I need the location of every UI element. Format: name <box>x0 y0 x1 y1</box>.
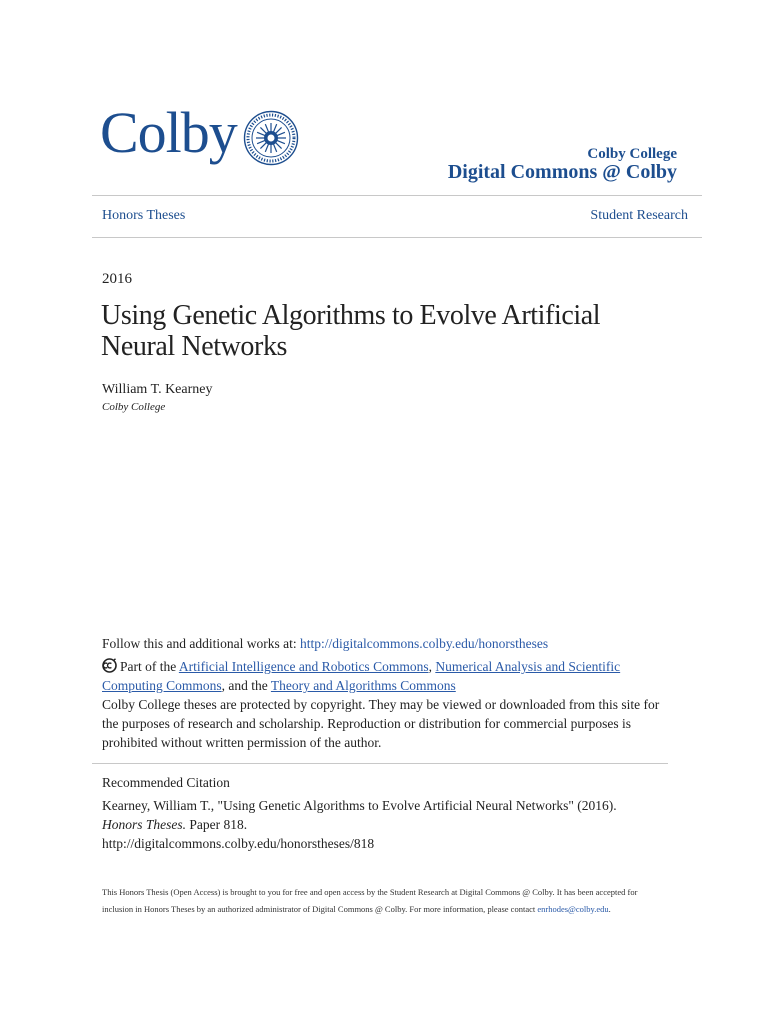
citation-series: Honors Theses. <box>102 817 187 832</box>
follow-url-link[interactable]: http://digitalcommons.colby.edu/honorstheses <box>300 636 549 651</box>
footer-notice <box>102 884 662 918</box>
copyright-notice: Colby College theses are protected by copyright. They may be viewed or downloaded from this site for the purposes of research and scholarship. Reproduction or distribution for commercial purposes is prohibited without written permission of the author. <box>102 697 660 750</box>
numerical-analysis-commons-link[interactable]: Numerical Analysis and Scientific Computing Commons <box>102 659 621 693</box>
citation-paper: Paper 818. <box>186 817 248 832</box>
author-affiliation: Colby College <box>102 401 166 413</box>
citation-block <box>102 796 682 853</box>
follow-prefix: Follow this and additional works at: <box>102 636 300 651</box>
nav-divider <box>92 237 702 238</box>
citation-line: Kearney, William T., "Using Genetic Algorithms to Evolve Artificial Neural Networks" (2016). <box>102 798 617 813</box>
separator-text: , <box>428 659 436 674</box>
college-name[interactable]: Colby College <box>587 146 677 162</box>
citation-series-line <box>102 815 682 834</box>
follow-line <box>102 634 682 653</box>
part-of-line <box>102 657 682 695</box>
citation-divider <box>92 763 668 764</box>
document-title: Using Genetic Algorithms to Evolve Artificial Neural Networks <box>101 300 601 362</box>
student-research-link[interactable]: Student Research <box>590 208 688 223</box>
citation-label: Recommended Citation <box>102 775 230 790</box>
footer-text: This Honors Thesis (Open Access) is brought to you for free and open access by the Student Research at Digital Commons @ Colby. It has been accepted for inclusion in Honors Theses by an authorized administrator of Digital Commons @ Colby. For more information, please contact <box>102 887 638 914</box>
creative-commons-icon <box>102 658 117 673</box>
citation-url[interactable]: http://digitalcommons.colby.edu/honorstheses/818 <box>102 836 375 851</box>
author-name: William T. Kearney <box>102 382 213 397</box>
footer-end: . <box>608 904 611 914</box>
college-seal-icon <box>243 110 299 166</box>
and-the-text: , and the <box>221 678 271 693</box>
publication-year: 2016 <box>102 271 132 287</box>
theory-algorithms-commons-link[interactable]: Theory and Algorithms Commons <box>270 678 456 693</box>
contact-email-link[interactable]: enrhodes@colby.edu <box>537 904 609 914</box>
part-of-prefix: Part of the <box>120 659 179 674</box>
honors-theses-link[interactable]: Honors Theses <box>102 208 186 223</box>
header-divider <box>92 195 702 196</box>
digital-commons-title[interactable]: Digital Commons @ Colby <box>447 161 677 183</box>
ai-robotics-commons-link[interactable]: Artificial Intelligence and Robotics Commons <box>178 659 429 674</box>
colby-logo-text[interactable]: Colby <box>100 100 237 165</box>
